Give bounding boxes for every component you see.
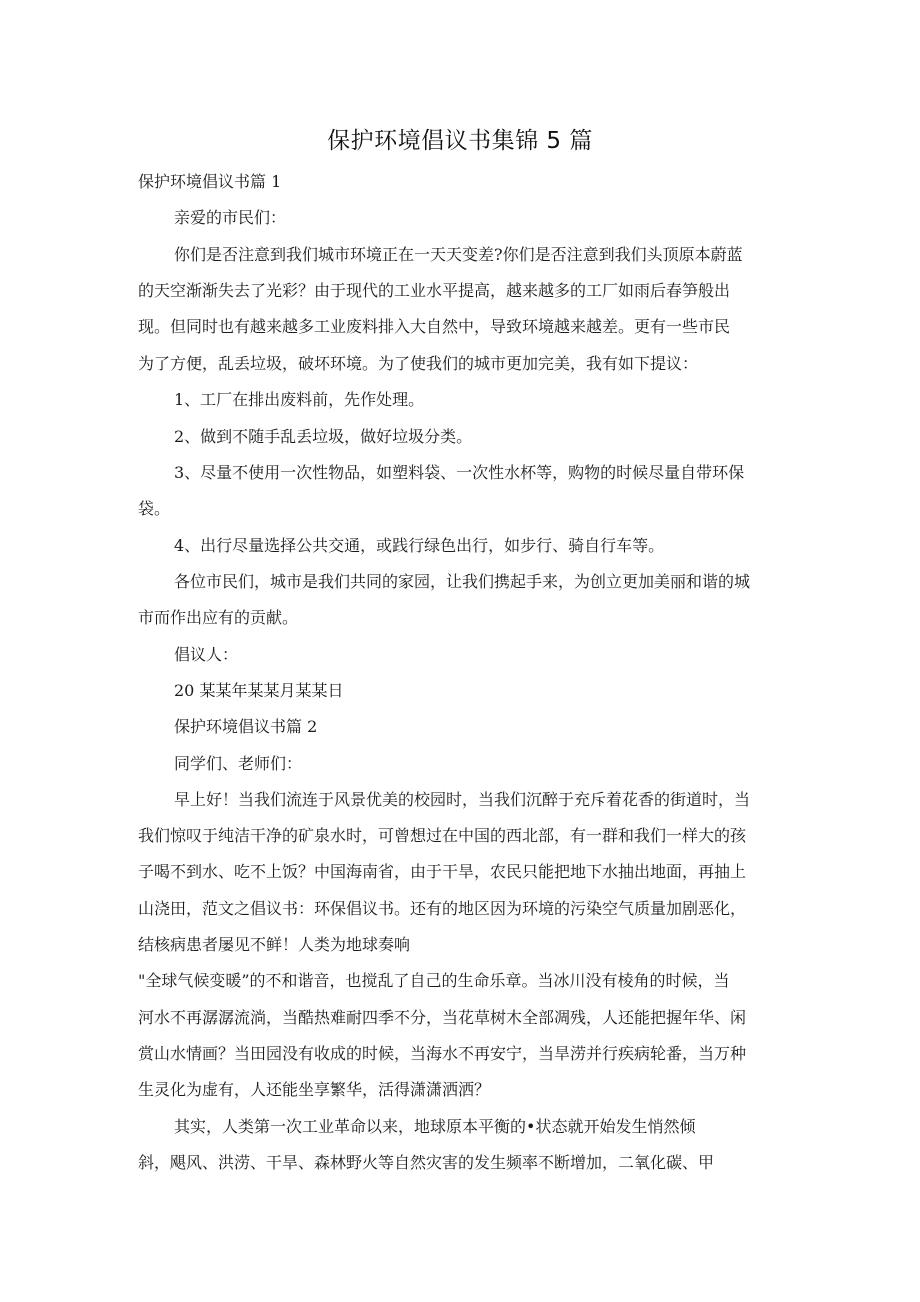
paragraph-line: 我们惊叹于纯洁干净的矿泉水时，可曾想过在中国的西北部，有一群和我们一样大的孩 xyxy=(138,826,747,845)
paragraph-line: 各位市民们，城市是我们共同的家园，让我们携起手来，为创立更加美丽和谐的城 xyxy=(174,572,751,591)
paragraph-line: 生灵化为虚有，人还能坐享繁华，活得潇潇洒洒？ xyxy=(138,1080,491,1099)
paragraph-line: 市而作出应有的贡献。 xyxy=(138,608,299,627)
section-heading-1: 保护环境倡议书篇 1 xyxy=(138,172,282,191)
paragraph-line: "全球气候变暖”的不和谐音，也搅乱了自己的生命乐章。当冰川没有棱角的时候，当 xyxy=(138,971,730,990)
salutation-1: 亲爱的市民们： xyxy=(174,208,287,227)
paragraph-line: 你们是否注意到我们城市环境正在一天天变差?你们是否注意到我们头顶原本蔚蓝 xyxy=(174,245,743,264)
list-item-3-continued: 袋。 xyxy=(138,499,171,518)
signature-label: 倡议人： xyxy=(174,645,239,664)
list-item-2: 2、做到不随手乱丢垃圾，做好垃圾分类。 xyxy=(174,427,473,446)
paragraph-line: 早上好！当我们流连于风景优美的校园时，当我们沉醉于充斥着花香的街道时，当 xyxy=(174,790,751,809)
paragraph-line: 其实，人类第一次工业革命以来，地球原本平衡的•状态就开始发生悄然倾 xyxy=(174,1117,696,1136)
section-heading-2: 保护环境倡议书篇 2 xyxy=(174,717,318,736)
paragraph-line: 子喝不到水、吃不上饭？中国海南省，由于干旱，农民只能把地下水抽出地面，再抽上 xyxy=(138,862,747,881)
list-item-1: 1、工厂在排出废料前，先作处理。 xyxy=(174,390,425,409)
paragraph-line: 现。但同时也有越来越多工业废料排入大自然中，导致环境越来越差。更有一些市民 xyxy=(138,317,731,336)
paragraph-line: 赏山水情画？当田园没有收成的时候，当海水不再安宁，当旱涝并行疾病轮番，当万种 xyxy=(138,1044,747,1063)
signature-date: 20 某某年某某月某某日 xyxy=(174,681,344,700)
paragraph-line: 的天空渐渐失去了光彩？由于现代的工业水平提高，越来越多的工厂如雨后春笋般出 xyxy=(138,281,731,300)
paragraph-line: 为了方便，乱丢垃圾，破坏环境。为了使我们的城市更加完美，我有如下提议： xyxy=(138,354,699,373)
document-title: 保护环境倡议书集锦 5 篇 xyxy=(327,128,593,154)
paragraph-line: 河水不再潺潺流淌，当酷热难耐四季不分，当花草树木全部凋残，人还能把握年华、闲 xyxy=(138,1008,747,1027)
paragraph-line: 结核病患者屡见不鲜！人类为地球奏响 xyxy=(138,935,411,954)
paragraph-line: 斜，飓风、洪涝、干旱、森林野火等自然灾害的发生频率不断增加，二氧化碳、甲 xyxy=(138,1153,715,1172)
salutation-2: 同学们、老师们： xyxy=(174,754,303,773)
list-item-3: 3、尽量不使用一次性物品，如塑料袋、一次性水杯等，购物的时候尽量自带环保 xyxy=(174,463,745,482)
list-item-4: 4、出行尽量选择公共交通，或践行绿色出行，如步行、骑自行车等。 xyxy=(174,536,665,555)
paragraph-line: 山浇田，范文之倡议书：环保倡议书。还有的地区因为环境的污染空气质量加剧恶化， xyxy=(138,899,747,918)
